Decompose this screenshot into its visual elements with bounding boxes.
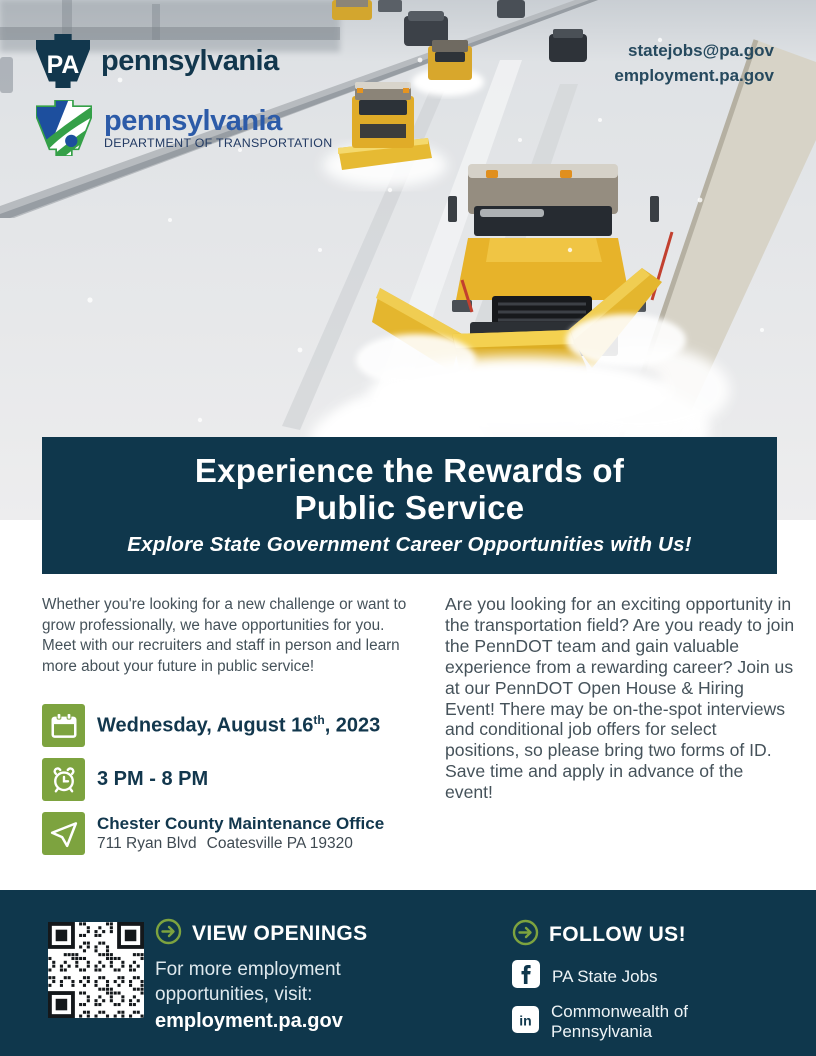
pa-keystone-label: PA bbox=[46, 51, 80, 79]
banner-title: Experience the Rewards of Public Service bbox=[194, 452, 625, 526]
facebook-row bbox=[512, 960, 688, 993]
intro-column bbox=[42, 595, 412, 677]
event-details bbox=[42, 704, 422, 866]
facebook-label: PA State Jobs bbox=[552, 966, 658, 986]
event-time: 3 PM - 8 PM bbox=[97, 768, 209, 790]
linkedin-icon bbox=[512, 1006, 539, 1038]
svg-text:in: in bbox=[519, 1012, 532, 1028]
event-location-name: Chester County Maintenance Office bbox=[97, 814, 385, 833]
qr-code bbox=[48, 921, 144, 1019]
pa-wordmark: pennsylvania bbox=[101, 44, 279, 77]
linkedin-label: Commonwealth of Pennsylvania bbox=[551, 1002, 689, 1041]
view-openings-title: VIEW OPENINGS bbox=[192, 922, 368, 945]
view-openings-block bbox=[155, 918, 368, 1033]
description-paragraph: Are you looking for an exciting opportunity in the transportation field? Are you ready to join the PennDOT team and gain valuable experience from a rewarding career? Join us at our PennDOT Open House & Hiring Event! There may be on-the-spot interviews and conditional job offers for select positions, so please bring two forms of ID. Save time and apply in advance of the event! bbox=[445, 594, 795, 803]
navigation-icon bbox=[42, 812, 85, 855]
event-location-address: 711 Ryan Blvd Coatesville PA 19320 bbox=[97, 835, 353, 852]
facebook-icon bbox=[512, 960, 540, 993]
event-date: Wednesday, August 16th, 2023 bbox=[97, 713, 381, 737]
employment-website: employment.pa.gov bbox=[614, 66, 774, 85]
event-time-row bbox=[42, 758, 422, 801]
penndot-wordmark: pennsylvania bbox=[104, 104, 282, 137]
statejobs-email: statejobs@pa.gov bbox=[628, 41, 774, 60]
penndot-logo bbox=[36, 100, 332, 156]
calendar-icon bbox=[42, 704, 85, 747]
view-openings-text: For more employment opportunities, visit: bbox=[155, 959, 341, 1005]
footer bbox=[0, 890, 816, 1056]
pa-commonwealth-logo bbox=[36, 34, 279, 88]
event-date-row bbox=[42, 704, 422, 747]
pa-keystone-icon bbox=[36, 34, 90, 88]
follow-us-title: FOLLOW US! bbox=[549, 923, 686, 946]
contact-block bbox=[614, 38, 774, 88]
alarm-clock-icon bbox=[42, 758, 85, 801]
penndot-keystone-icon bbox=[36, 100, 92, 156]
title-banner bbox=[42, 437, 777, 574]
banner-subtitle: Explore State Government Career Opportunities with Us! bbox=[127, 533, 692, 556]
linkedin-row bbox=[512, 1002, 688, 1041]
arrow-circle-icon bbox=[512, 919, 539, 951]
arrow-circle-icon bbox=[155, 918, 182, 950]
penndot-department-label: DEPARTMENT OF TRANSPORTATION bbox=[104, 135, 333, 150]
follow-us-block bbox=[512, 919, 688, 1041]
description-column bbox=[445, 594, 795, 803]
event-location-row bbox=[42, 812, 422, 855]
employment-url: employment.pa.gov bbox=[155, 1010, 343, 1032]
intro-paragraph: Whether you're looking for a new challenge or want to grow professionally, we have opportunities for you. Meet with our recruiters and staff in person and learn more about your future in public service! bbox=[42, 596, 407, 675]
